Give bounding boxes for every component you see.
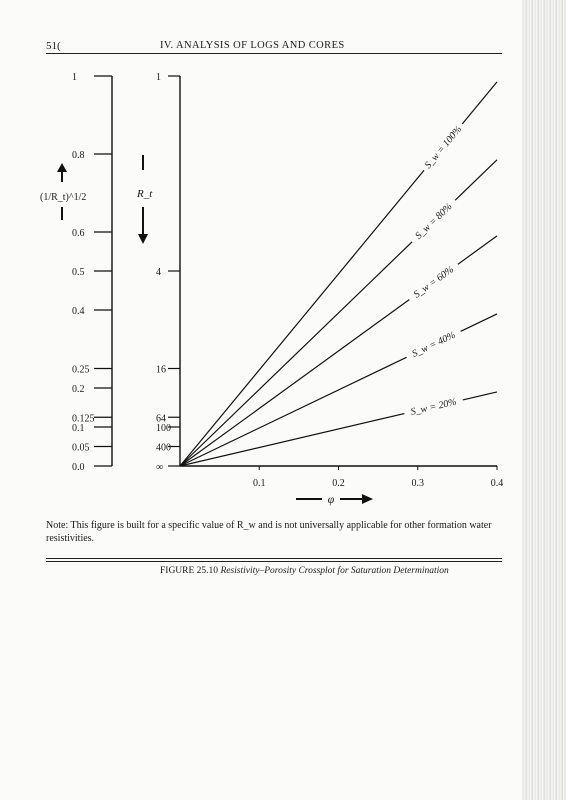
caption-rule-top: [46, 558, 502, 559]
x-axis-label: φ: [327, 492, 335, 506]
figure-caption: [160, 566, 449, 576]
caption-title: Resistivity–Porosity Crossplot for Saturation Determination: [220, 566, 449, 576]
series-label: S_w = 100%: [422, 124, 465, 171]
caption-label: FIGURE 25.10: [160, 566, 219, 576]
x-axis-tick-label: 0.3: [411, 478, 424, 489]
series-label: S_w = 20%: [409, 396, 458, 418]
series-label-group: [403, 393, 464, 419]
series-label-group: [405, 259, 461, 305]
rt-axis-tick-label: 4: [156, 267, 161, 278]
left-axis-tick-label: 0.125: [72, 413, 95, 425]
left-axis-tick-label: 0.25: [72, 364, 90, 376]
rt-axis-tick-label: 100: [156, 423, 171, 434]
rt-axis-tick-label: ∞: [156, 462, 164, 473]
chart-labels: [40, 120, 467, 506]
series-label-group: [407, 195, 459, 246]
scan-edge-shading: [522, 0, 566, 800]
running-head: IV. ANALYSIS OF LOGS AND CORES: [160, 40, 345, 51]
rt-axis-tick-label: 1: [156, 72, 161, 83]
rt-axis-tick-label: 400: [156, 442, 171, 454]
phi-arrow-icon: [362, 494, 373, 504]
series-label: S_w = 80%: [413, 201, 455, 242]
rt-axis-tick-label: 64: [156, 413, 166, 425]
left-axis-tick-label: 0.8: [72, 150, 85, 161]
left-axis-tick-label: 0.2: [72, 384, 85, 395]
left-axis-tick-label: 1: [72, 72, 77, 83]
left-axis-tick-label: 0.0: [72, 462, 85, 473]
down-arrow-icon: [138, 234, 148, 244]
page-number: 51(: [46, 40, 61, 52]
x-axis-tick-label: 0.4: [490, 478, 504, 489]
y-right-axis-label: R_t: [137, 188, 153, 200]
up-arrow-icon: [57, 163, 67, 172]
x-axis-tick-label: 0.1: [253, 478, 266, 489]
series-label-group: [419, 120, 467, 175]
axes-layer: [57, 72, 503, 504]
left-axis-tick-label: 0.4: [72, 306, 85, 317]
series-label-group: [404, 325, 464, 363]
figure-note: Note: This figure is built for a specific value of R_w and is not universally applicable for other formation water resistivities.: [46, 520, 492, 544]
series-label: S_w = 60%: [411, 264, 457, 301]
caption-rule-bottom: [46, 561, 502, 562]
left-axis-tick-label: 0.5: [72, 267, 85, 278]
y-left-axis-label: (1/R_t)^1/2: [40, 192, 87, 203]
series-label: S_w = 40%: [410, 329, 458, 360]
x-axis-tick-label: 0.2: [332, 478, 345, 489]
left-axis-tick-label: 0.6: [72, 228, 85, 239]
left-axis-tick-label: 0.05: [72, 442, 90, 454]
left-axis-tick-label: 0.1: [72, 423, 85, 434]
rt-axis-tick-label: 16: [156, 364, 166, 376]
